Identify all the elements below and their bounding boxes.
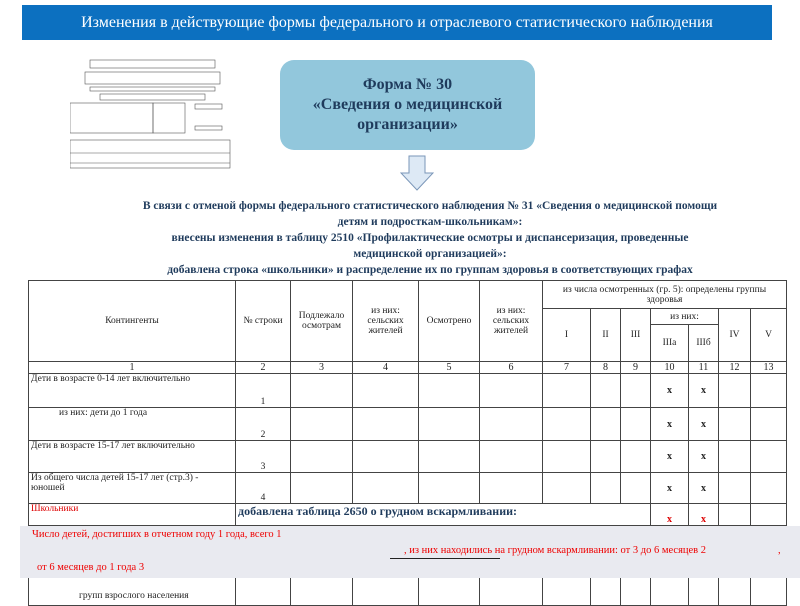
breastfeeding-3-6-months: , из них находились на грудном вскармливании: от 3 до 6 месяцев 2 [404,545,707,556]
cell-x: x [651,473,689,504]
header-rural: из них: сельских жителей [480,281,543,362]
intro-line: В связи с отменой формы федерального статистического наблюдения № 31 «Сведения о медицинской помощи [142,200,718,212]
underline [390,558,500,559]
col-number: 10 [651,362,689,374]
col-number: 7 [543,362,591,374]
table-row [29,504,787,526]
col-number: 5 [419,362,480,374]
cell-x: x [651,374,689,408]
form-number: Форма № 30 [362,76,453,93]
col-number: 13 [751,362,787,374]
row-number: 1 [236,374,291,408]
header-health-groups: из числа осмотренных (гр. 5): определены группы здоровья [543,281,787,309]
header-examined: Осмотрено [419,281,480,362]
col-number: 8 [591,362,621,374]
form-name-line: организации» [357,116,458,133]
table-row [29,374,787,408]
breastfeeding-total: Число детей, достигших в отчетном году 1 года, всего 1 [32,529,282,540]
header-g4: IV [719,309,751,362]
cell-x: x [689,504,719,526]
form-thumbnail-image [70,58,235,170]
intro-line: медицинской организацией»: [353,248,507,260]
header-row-no: № строки [236,281,291,362]
intro-line: детям и подросткам-школьникам»: [337,216,523,228]
col-number: 12 [719,362,751,374]
col-number: 9 [621,362,651,374]
header-g3b: IIIб [689,325,719,362]
row-label: Школьники [29,504,236,526]
form-name-line: «Сведения о медицинской [312,96,503,113]
col-number: 4 [353,362,419,374]
intro-line: внесены изменения в таблицу 2510 «Профилактические осмотры и диспансеризация, проведенные [171,232,689,244]
arrow-down-icon [400,155,434,191]
header-rural: из них: сельских жителей [353,281,419,362]
breastfeeding-6-12-months: от 6 месяцев до 1 года 3 [37,562,145,573]
table-row [29,408,787,441]
row-label: Дети в возрасте 0-14 лет включительно [29,374,236,408]
header-g3a: IIIа [651,325,689,362]
table-row [29,473,787,504]
col-number: 2 [236,362,291,374]
column-numbers-row [29,362,787,374]
cell-x: x [689,441,719,473]
form-30-box [280,60,535,150]
cell-x: x [689,473,719,504]
comma: , [778,545,781,556]
col-number: 11 [689,362,719,374]
row-number: 2 [236,408,291,441]
header-subject: Подлежало осмотрам [291,281,353,362]
col-number: 6 [480,362,543,374]
cell-x: x [651,408,689,441]
header-g3: III [621,309,651,362]
cell-x: x [689,374,719,408]
header-of-them: из них: [651,309,719,325]
row-number: 3 [236,441,291,473]
row-label: групп взрослого населения [29,526,236,606]
header-g2: II [591,309,621,362]
header-g1: I [543,309,591,362]
row-label: Дети в возрасте 15-17 лет включительно [29,441,236,473]
row-label: Из общего числа детей 15-17 лет (стр.3) - юношей [29,473,236,504]
table-row [29,441,787,473]
col-number: 3 [291,362,353,374]
added-table-note: добавлена таблица 2650 о грудном вскармливании: [236,504,651,526]
col-number: 1 [29,362,236,374]
page-title-bar [22,5,772,40]
breastfeeding-table-overlay [20,526,800,578]
header-contingents: Контингенты [29,281,236,362]
intro-text [85,198,775,278]
cell-x: x [689,408,719,441]
cell-x: x [651,504,689,526]
header-g5: V [751,309,787,362]
page-title: Изменения в действующие формы федерального и отраслевого статистического наблюдения [81,13,713,31]
row-label: из них: дети до 1 года [29,408,236,441]
row-number: 4 [236,473,291,504]
intro-line: добавлена строка «школьники» и распределение их по группам здоровья в соответствующих графах [167,264,693,276]
cell-x: x [651,441,689,473]
